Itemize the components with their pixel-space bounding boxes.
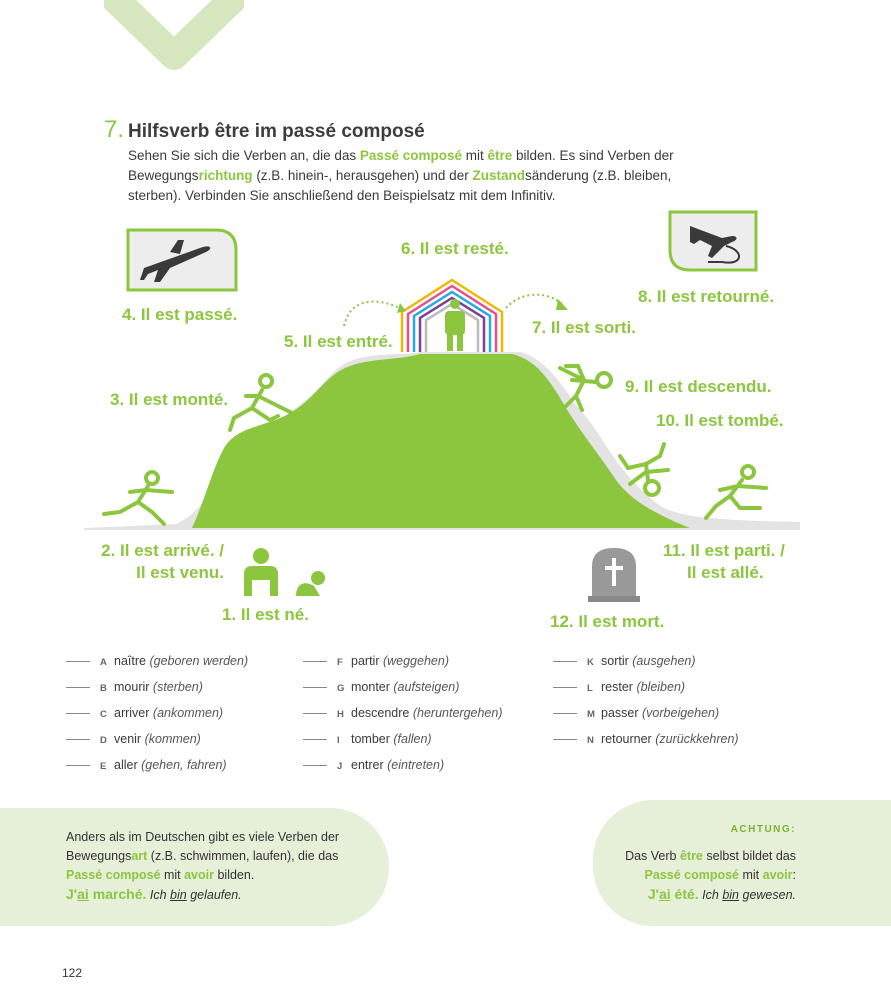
note-left-line: Anders als im Deutschen gibt es viele Verben der (66, 830, 340, 844)
example-aux: ai (658, 886, 671, 902)
sentence-11-line2: Il est allé. (687, 563, 764, 582)
answer-blank[interactable] (303, 687, 327, 688)
verb-gloss: (aufsteigen) (393, 680, 460, 694)
instructions-highlight: richtung (198, 168, 253, 183)
translation-text: gelaufen. (186, 888, 242, 902)
verb-item (66, 651, 248, 671)
answer-blank[interactable] (553, 661, 577, 662)
verb-infinitive: venir (114, 732, 142, 746)
verb-item (66, 677, 203, 697)
sentence-2-line2: Il est venu. (136, 563, 224, 582)
verb-item (553, 677, 685, 697)
verb-infinitive: entrer (351, 758, 384, 772)
verb-letter: K (587, 657, 595, 668)
translation-text: Ich (702, 888, 723, 902)
verb-item (303, 651, 449, 671)
verb-infinitive: monter (351, 680, 390, 694)
note-left-example (66, 885, 386, 905)
verb-infinitive: partir (351, 654, 380, 668)
sentence-2-line1: 2. Il est arrivé. / (101, 541, 224, 560)
verb-letter: F (337, 657, 344, 668)
example-text: été. (670, 886, 699, 902)
translation-aux: bin (170, 888, 187, 902)
verb-letter: I (337, 735, 341, 746)
verb-item (303, 677, 459, 697)
verb-item (66, 755, 227, 775)
example-text: J' (66, 886, 78, 902)
verb-gloss: (eintreten) (387, 758, 445, 772)
note-text: selbst bildet das (702, 849, 796, 863)
verb-gloss: (ankommen) (152, 706, 224, 720)
note-text: mit (739, 868, 763, 882)
note-right-line (596, 866, 796, 885)
note-text: Bewegungs (66, 849, 132, 863)
verb-gloss: (heruntergehen) (412, 706, 503, 720)
verb-infinitive: descendre (351, 706, 410, 720)
verb-letter: C (100, 709, 108, 720)
translation-text: Ich (149, 888, 171, 902)
verb-gloss: (gehen, fahren) (141, 758, 227, 772)
verb-item (553, 703, 719, 723)
house-icon (402, 280, 502, 352)
airplane-icon (128, 230, 236, 290)
verb-infinitive: tomber (351, 732, 390, 746)
verb-gloss: (ausgehen) (632, 654, 696, 668)
verb-gloss: (zurückkehren) (655, 732, 739, 746)
instructions-text: mit (461, 148, 488, 163)
verb-letter: N (587, 735, 595, 746)
verb-gloss: (fallen) (393, 732, 432, 746)
sentence-3: 3. Il est monté. (110, 390, 229, 409)
hill (192, 354, 690, 528)
note-highlight: Passé composé (644, 868, 740, 882)
verb-gloss: (sterben) (152, 680, 203, 694)
verb-letter: J (337, 761, 343, 772)
answer-blank[interactable] (66, 713, 90, 714)
note-left-line (66, 866, 386, 885)
answer-blank[interactable] (303, 739, 327, 740)
instructions-highlight: Zustand (472, 168, 525, 183)
instructions-highlight: être (487, 148, 513, 163)
sentence-1: 1. Il est né. (222, 605, 309, 624)
verb-letter: B (100, 683, 108, 694)
sentence-11-line1: 11. Il est parti. / (663, 541, 785, 560)
achtung-heading: ACHTUNG: (730, 824, 796, 835)
sentence-4: 4. Il est passé. (122, 305, 238, 324)
sentence-5: 5. Il est entré. (284, 332, 393, 351)
translation-aux: bin (722, 888, 740, 902)
verb-letter: G (337, 683, 345, 694)
sentence-12: 12. Il est mort. (550, 612, 665, 631)
note-text: bilden. (214, 868, 255, 882)
arrow-out (506, 295, 562, 308)
answer-blank[interactable] (553, 713, 577, 714)
answer-blank[interactable] (303, 713, 327, 714)
verb-gloss: (weggehen) (382, 654, 449, 668)
tombstone-icon (588, 548, 640, 602)
answer-blank[interactable] (553, 687, 577, 688)
verb-infinitive: arriver (114, 706, 150, 720)
note-left-line (66, 847, 386, 866)
verb-letter: D (100, 735, 108, 746)
answer-blank[interactable] (66, 687, 90, 688)
verb-item (66, 729, 201, 749)
arrow-out-head (556, 299, 568, 310)
exercise-title-text: Hilfsverb être im passé composé (128, 121, 425, 142)
note-highlight: avoir (762, 868, 793, 882)
page-number: 122 (62, 966, 83, 980)
sentence-9: 9. Il est descendu. (625, 377, 772, 396)
verb-infinitive: passer (601, 706, 639, 720)
exercise-title (104, 116, 425, 144)
note-text: Das Verb (625, 849, 680, 863)
translation-text: gewesen. (739, 888, 796, 902)
answer-blank[interactable] (66, 661, 90, 662)
answer-blank[interactable] (303, 661, 327, 662)
sentence-6: 6. Il est resté. (401, 239, 509, 258)
verb-infinitive: sortir (601, 654, 629, 668)
note-text: mit (160, 868, 185, 882)
verb-gloss: (bleiben) (636, 680, 686, 694)
verb-infinitive: rester (601, 680, 633, 694)
answer-blank[interactable] (66, 765, 90, 766)
exercise-number: 7. (104, 116, 125, 143)
verb-item (66, 703, 223, 723)
verb-item (553, 651, 696, 671)
verb-infinitive: retourner (601, 732, 652, 746)
note-right-example (596, 885, 796, 905)
baby-icon (244, 548, 325, 596)
sentence-8: 8. Il est retourné. (638, 287, 775, 306)
note-highlight: être (679, 849, 703, 863)
note-highlight: avoir (184, 868, 214, 882)
answer-blank[interactable] (66, 739, 90, 740)
sentence-2 (80, 540, 224, 584)
arrow-in (344, 302, 400, 326)
verb-letter: A (100, 657, 108, 668)
note-highlight: art (131, 849, 148, 863)
answer-blank[interactable] (303, 765, 327, 766)
verb-item (553, 729, 739, 749)
example-aux: ai (77, 886, 89, 902)
verb-item (303, 755, 444, 775)
instructions (128, 146, 728, 206)
verb-item (303, 729, 432, 749)
answer-blank[interactable] (553, 739, 577, 740)
verb-letter: E (100, 761, 107, 772)
sentence-10: 10. Il est tombé. (656, 411, 784, 430)
verb-item (303, 703, 503, 723)
instructions-text: bilden. Es sind Verben der Bewegungs (128, 148, 674, 183)
return-flight-icon (670, 212, 756, 270)
example-text: marché. (88, 886, 147, 902)
note-highlight: Passé composé (66, 868, 161, 882)
verb-gloss: (geboren werden) (149, 654, 249, 668)
instructions-text: (z.B. hinein-, herausgehen) und der (252, 168, 473, 183)
verb-infinitive: aller (114, 758, 138, 772)
note-right-text (596, 847, 796, 905)
verb-letter: H (337, 709, 345, 720)
note-text: (z.B. schwimmen, laufen), die das (147, 849, 339, 863)
example-text: J' (647, 886, 659, 902)
instructions-highlight: Passé composé (359, 148, 462, 163)
verb-letter: M (587, 709, 596, 720)
verb-gloss: (vorbeigehen) (642, 706, 720, 720)
chevron-down-icon (104, 0, 244, 80)
verb-infinitive: mourir (114, 680, 150, 694)
note-text: : (792, 868, 796, 882)
note-right-line (596, 847, 796, 866)
sentence-11 (663, 540, 785, 584)
instructions-text: Sehen Sie sich die Verben an, die das (128, 148, 360, 163)
sentence-7: 7. Il est sorti. (532, 318, 636, 337)
note-left-text (66, 828, 386, 905)
verb-letter: L (587, 683, 594, 694)
verb-infinitive: naître (114, 654, 146, 668)
instructions-text: sänderung (z.B. bleiben, sterben). Verbinden Sie anschließend den Beispielsatz mit dem Infinitiv. (128, 168, 672, 203)
verb-gloss: (kommen) (144, 732, 201, 746)
